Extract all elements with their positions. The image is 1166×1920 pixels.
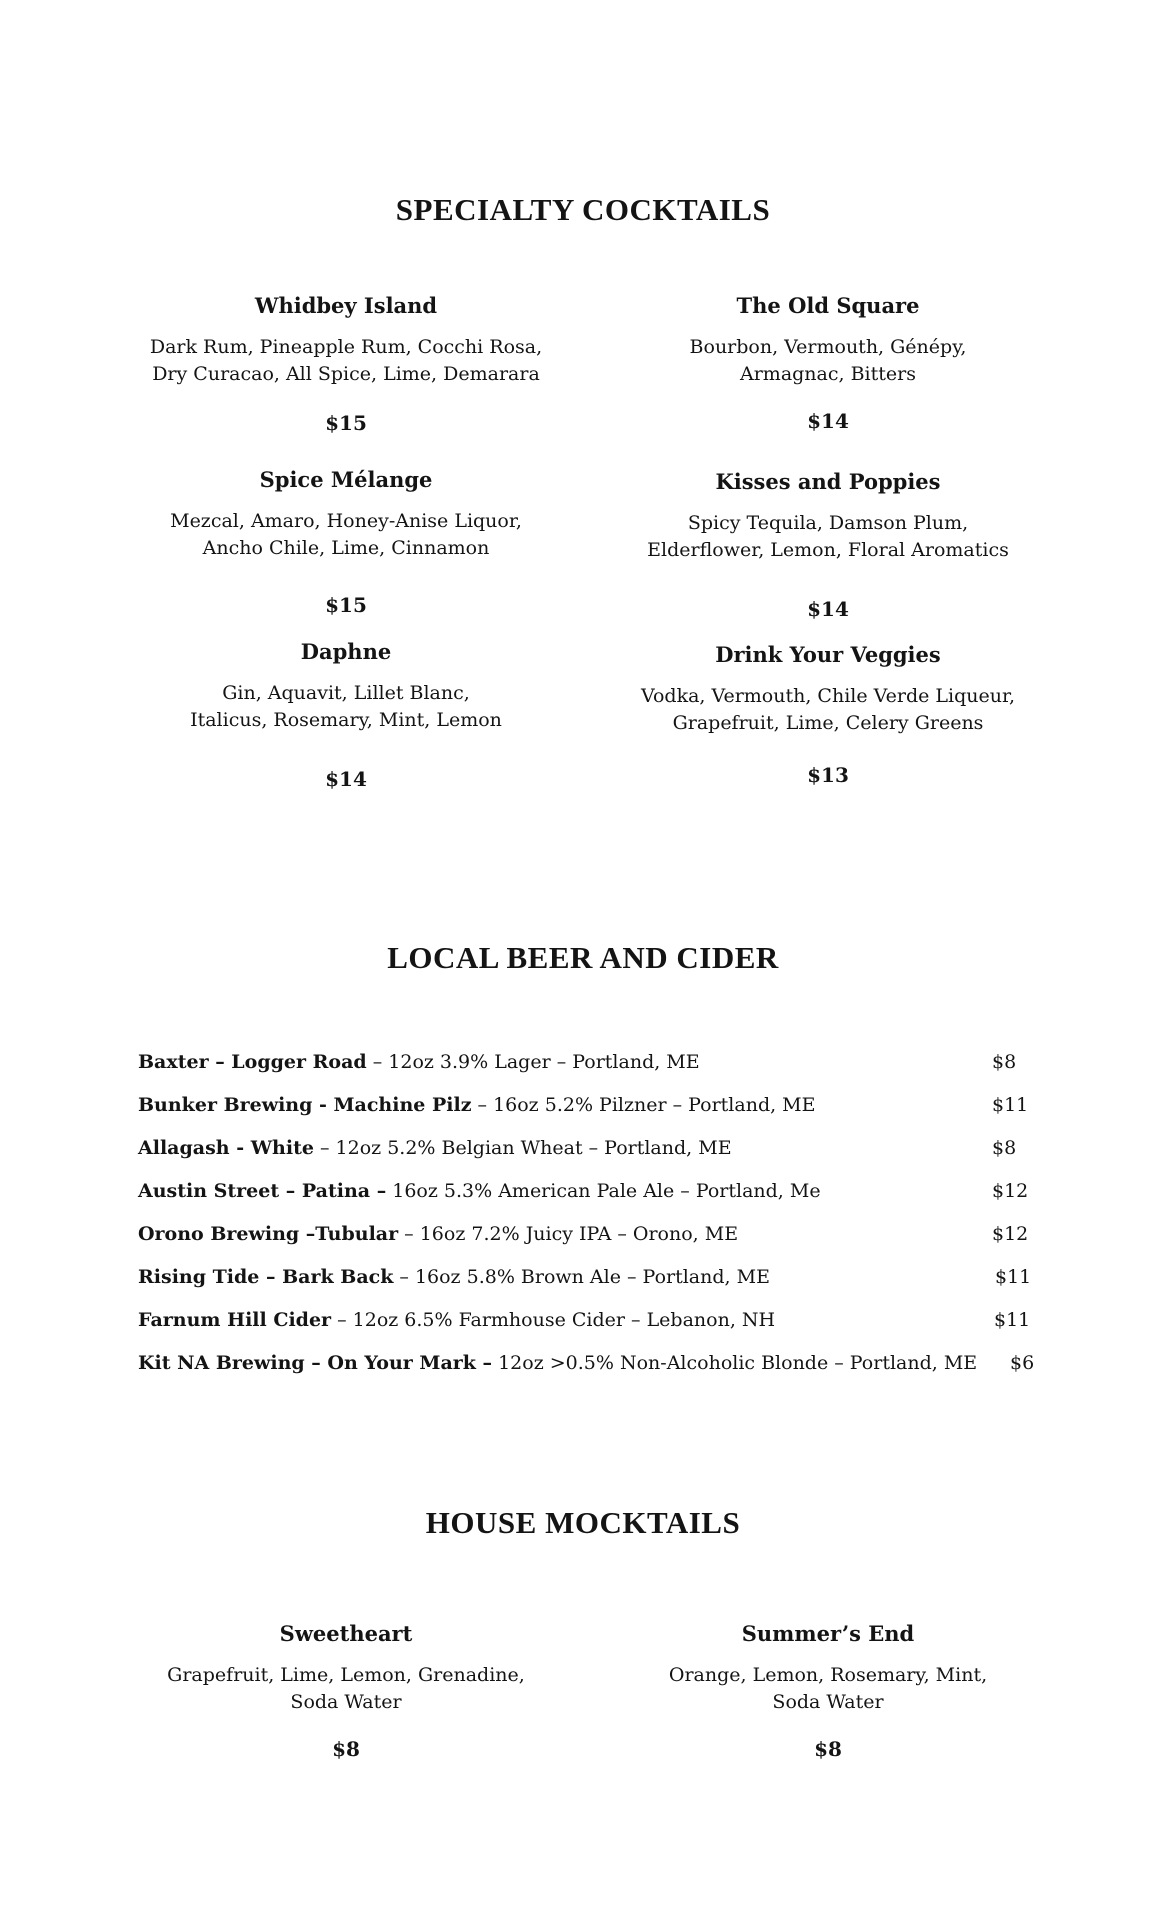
cocktail-description-line: Italicus, Rosemary, Mint, Lemon: [190, 709, 502, 731]
beer-price: $8: [992, 1137, 1017, 1159]
mocktail-description-line: Soda Water: [772, 1691, 884, 1713]
beer-name: Bunker Brewing - Machine Pilz: [138, 1094, 472, 1116]
mocktail-name: Summer’s End: [741, 1621, 915, 1646]
cocktail-price: $14: [807, 597, 849, 621]
cocktail-price: $15: [325, 593, 367, 617]
beer-details: – 12oz 6.5% Farmhouse Cider – Lebanon, NH: [331, 1309, 776, 1331]
cocktail-description-line: Spicy Tequila, Damson Plum,: [687, 512, 969, 534]
cocktail-description-line: Elderflower, Lemon, Floral Aromatics: [647, 539, 1009, 561]
beer-details: – 12oz 3.9% Lager – Portland, ME: [366, 1051, 700, 1073]
beer-price: $6: [1010, 1352, 1035, 1374]
cocktail-name: Drink Your Veggies: [715, 642, 941, 667]
beer-details: – 16oz 5.8% Brown Ale – Portland, ME: [393, 1266, 770, 1288]
house-mocktails-heading: HOUSE MOCKTAILS: [425, 1505, 741, 1540]
beer-details: 12oz >0.5% Non-Alcoholic Blonde – Portland, ME: [492, 1352, 978, 1374]
beer-details: 16oz 5.3% American Pale Ale – Portland, Me: [386, 1180, 821, 1202]
beer-price: $12: [992, 1223, 1029, 1245]
cocktail-item: [618, 292, 1038, 433]
mocktail-price: $8: [814, 1737, 842, 1761]
beer-row: [138, 1176, 1038, 1206]
beer-price: $12: [992, 1180, 1029, 1202]
cocktail-description-line: Dry Curacao, All Spice, Lime, Demarara: [152, 363, 540, 385]
mocktail-description-line: Grapefruit, Lime, Lemon, Grenadine,: [167, 1664, 525, 1686]
cocktail-description-line: Ancho Chile, Lime, Cinnamon: [202, 537, 490, 559]
cocktail-name: Whidbey Island: [254, 293, 438, 318]
beer-name: Rising Tide – Bark Back: [138, 1266, 394, 1288]
beer-row: [138, 1219, 1038, 1249]
cocktail-item: [136, 292, 556, 435]
cocktail-price: $15: [325, 411, 367, 435]
beer-details: – 16oz 5.2% Pilzner – Portland, ME: [471, 1094, 816, 1116]
cocktail-description-line: Gin, Aquavit, Lillet Blanc,: [222, 682, 470, 704]
beer-row: [138, 1348, 1038, 1378]
beer-name: Austin Street – Patina –: [138, 1180, 387, 1202]
beer-details: – 16oz 7.2% Juicy IPA – Orono, ME: [398, 1223, 739, 1245]
beer-price: $11: [995, 1266, 1032, 1288]
local-beer-and-cider-heading: LOCAL BEER AND CIDER: [387, 940, 779, 975]
cocktail-name: Daphne: [300, 639, 392, 664]
cocktail-description-line: Grapefruit, Lime, Celery Greens: [672, 712, 984, 734]
cocktail-description-line: Mezcal, Amaro, Honey-Anise Liquor,: [170, 510, 522, 532]
cocktail-name: The Old Square: [736, 293, 920, 318]
beer-price: $11: [994, 1309, 1031, 1331]
cocktail-description-line: Bourbon, Vermouth, Génépy,: [689, 336, 967, 358]
cocktail-price: $14: [807, 409, 849, 433]
cocktail-item: [136, 638, 556, 791]
beer-row: [138, 1305, 1038, 1335]
beer-name: Allagash - White: [138, 1137, 314, 1159]
beer-price: $8: [992, 1051, 1017, 1073]
beer-row: [138, 1262, 1038, 1292]
beer-price: $11: [992, 1094, 1029, 1116]
cocktail-item: [618, 468, 1038, 621]
mocktail-price: $8: [332, 1737, 360, 1761]
beer-row: [138, 1047, 1038, 1077]
cocktail-price: $13: [807, 763, 849, 787]
mocktail-description-line: Orange, Lemon, Rosemary, Mint,: [668, 1664, 988, 1686]
mocktail-item: [618, 1620, 1038, 1761]
mocktail-name: Sweetheart: [279, 1621, 413, 1646]
cocktail-item: [136, 466, 556, 617]
cocktail-price: $14: [325, 767, 367, 791]
beer-row: [138, 1090, 1038, 1120]
beer-name: Orono Brewing –Tubular: [138, 1223, 399, 1245]
beer-details: – 12oz 5.2% Belgian Wheat – Portland, ME: [313, 1137, 732, 1159]
beer-name: Kit NA Brewing – On Your Mark –: [138, 1352, 493, 1374]
cocktail-description-line: Armagnac, Bitters: [740, 363, 916, 385]
mocktail-description-line: Soda Water: [290, 1691, 402, 1713]
beer-row: [138, 1133, 1038, 1163]
beer-name: Farnum Hill Cider: [138, 1309, 332, 1331]
cocktail-description-line: Vodka, Vermouth, Chile Verde Liqueur,: [640, 685, 1016, 707]
beer-name: Baxter – Logger Road: [138, 1051, 367, 1073]
cocktail-description-line: Dark Rum, Pineapple Rum, Cocchi Rosa,: [149, 336, 543, 358]
cocktail-name: Kisses and Poppies: [715, 469, 941, 494]
cocktail-name: Spice Mélange: [259, 467, 433, 492]
cocktail-item: [618, 641, 1038, 787]
mocktail-item: [136, 1620, 556, 1761]
specialty-cocktails-heading: SPECIALTY COCKTAILS: [395, 192, 771, 227]
